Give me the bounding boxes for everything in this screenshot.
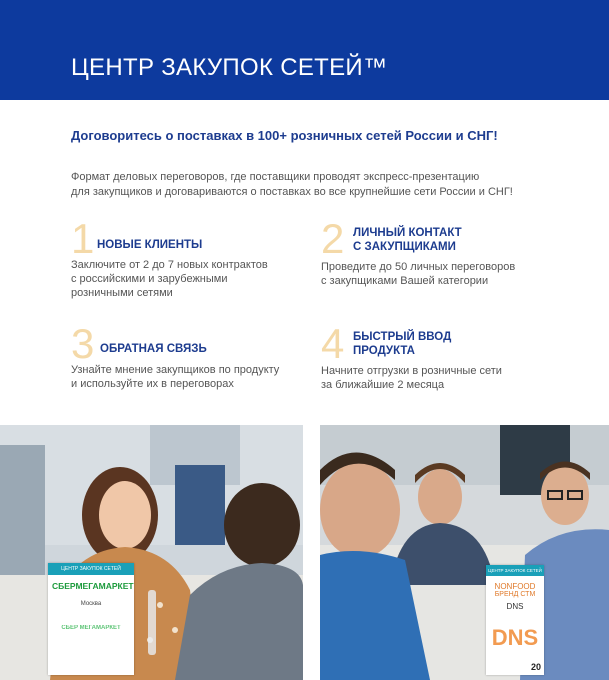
sign-logo: СБЕР МЕГАМАРКЕТ: [61, 625, 121, 631]
feature-desc-line: и используйте их в переговорах: [71, 378, 234, 390]
feature-description: [321, 260, 515, 288]
table-sign-right: [486, 565, 544, 675]
intro-text: [71, 170, 571, 200]
feature-title-line: ОБРАТНАЯ СВЯЗЬ: [100, 343, 207, 355]
feature-feedback: [71, 320, 321, 403]
feature-number: 4: [321, 320, 345, 367]
feature-desc-line: Начните отгрузки в розничные сети: [321, 365, 502, 377]
header-banner: [0, 0, 609, 100]
feature-description: [71, 258, 268, 300]
feature-new-clients: [71, 215, 311, 308]
sign-company-name: DNS: [506, 602, 524, 611]
table-sign-left: [48, 563, 134, 675]
feature-title-line: ЛИЧНЫЙ КОНТАКТ: [353, 227, 462, 239]
feature-fast-launch: [321, 320, 581, 403]
feature-title-line: НОВЫЕ КЛИЕНТЫ: [97, 239, 203, 251]
feature-title-line: С ЗАКУПЩИКАМИ: [353, 241, 456, 253]
feature-desc-line: с закупщиками Вашей категории: [321, 275, 489, 287]
feature-personal-contact: [321, 215, 581, 308]
sign-header: ЦЕНТР ЗАКУПОК СЕТЕЙ: [48, 563, 134, 575]
feature-number: 2: [321, 215, 345, 262]
feature-description: [321, 364, 502, 392]
sign-city: Москва: [80, 601, 102, 607]
feature-number: 3: [71, 320, 95, 367]
sign-logo: DNS: [491, 625, 539, 650]
intro-line: Формат деловых переговоров, где поставщики проводят экспресс-презентацию: [71, 171, 480, 183]
photo-negotiation-right: [320, 425, 609, 680]
page-title: ЦЕНТР ЗАКУПОК СЕТЕЙ™: [71, 54, 388, 81]
feature-number: 1: [71, 215, 95, 262]
sign-table-number: 20: [530, 662, 541, 672]
feature-desc-line: с российскими и зарубежными: [71, 273, 228, 285]
feature-title: [353, 330, 451, 358]
tagline: Договоритесь о поставках в 100+ розничных сетей России и СНГ!: [71, 128, 498, 143]
sign-subcategory: БРЕНД СТМ: [494, 591, 536, 598]
feature-desc-line: Заключите от 2 до 7 новых контрактов: [71, 259, 268, 271]
sign-header: ЦЕНТР ЗАКУПОК СЕТЕЙ: [486, 565, 544, 576]
feature-description: [71, 363, 279, 391]
feature-desc-line: Проведите до 50 личных переговоров: [321, 261, 516, 273]
sign-company-name: СБЕРМЕГАМАРКЕТ: [52, 581, 134, 591]
photo-negotiation-left: [0, 425, 303, 680]
intro-line: для закупщиков и договариваются о поставках во все крупнейшие сети России и СНГ!: [71, 186, 513, 198]
sign-category: NONFOOD: [494, 582, 536, 591]
feature-title-line: ПРОДУКТА: [353, 345, 415, 357]
feature-desc-line: за ближайшие 2 месяца: [321, 379, 445, 391]
feature-title: [97, 238, 202, 252]
feature-desc-line: Узнайте мнение закупщиков по продукту: [71, 364, 280, 376]
feature-title-line: БЫСТРЫЙ ВВОД: [353, 331, 452, 343]
feature-desc-line: розничными сетями: [71, 287, 173, 299]
feature-title: [100, 342, 207, 356]
feature-title: [353, 226, 462, 254]
